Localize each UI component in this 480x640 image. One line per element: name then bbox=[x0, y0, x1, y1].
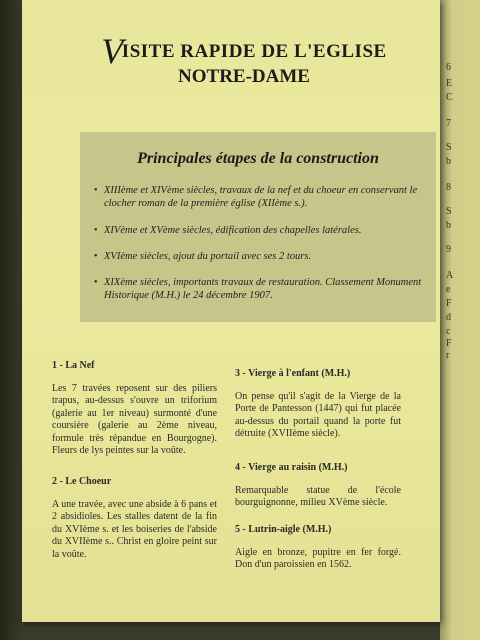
next-page-fragment: F bbox=[446, 298, 452, 309]
next-page-fragment: C bbox=[446, 92, 453, 103]
section-text: Les 7 travées reposent sur des piliers trapus, au-dessus s'ouvre un triforium (galerie au 1er niveau) surmonté d'une coursière (galerie au 2ème niveau, formule très répandue en Bourgogne). Fleurs de lys peintes sur la voûte. bbox=[52, 382, 217, 456]
next-page-fragment: E bbox=[446, 78, 453, 89]
section-nef bbox=[52, 360, 217, 458]
section-vierge-enfant bbox=[235, 368, 401, 441]
next-page-fragment: 9 bbox=[446, 244, 451, 255]
section-text: Remarquable statue de l'école bourguignonne, milieu XVème siècle. bbox=[235, 484, 401, 508]
background-shadow bbox=[0, 0, 24, 640]
next-page-fragment: 8 bbox=[446, 182, 451, 193]
bullet-item: • XIVème et XVème siècles, édification des chapelles latérales. bbox=[94, 225, 362, 236]
bullet-item: • XVIème siècles, ajout du portail avec ses 2 tours. bbox=[94, 251, 312, 262]
next-page-fragment: S bbox=[446, 206, 452, 217]
next-page-fragment: 6 bbox=[446, 62, 451, 73]
next-page-fragment: 7 bbox=[446, 118, 451, 129]
section-text: Aigle en bronze, pupitre en fer forgé. Don d'un paroissien en 1562. bbox=[235, 546, 401, 570]
section-choeur bbox=[52, 476, 217, 561]
next-page-fragment: d bbox=[446, 312, 451, 323]
next-page-fragment: c bbox=[446, 326, 451, 337]
brochure-page bbox=[22, 0, 440, 622]
next-page-fragment: b bbox=[446, 156, 451, 167]
construction-box-title: Principales étapes de la construction bbox=[137, 150, 379, 167]
next-page-fragment: S bbox=[446, 142, 452, 153]
construction-box bbox=[80, 132, 436, 322]
next-page-fragment: b bbox=[446, 220, 451, 231]
section-heading: 1 - La Nef bbox=[52, 360, 95, 371]
next-page-fragment: e bbox=[446, 284, 451, 295]
next-page-fragment: F bbox=[446, 338, 452, 349]
next-page-fragment: r bbox=[446, 350, 450, 361]
bullet-item: • XIXème siècles, importants travaux de restauration. Classement Monument Historique (M.H.) le 24 décembre 1907. bbox=[94, 277, 422, 301]
section-text: A une travée, avec une abside à 6 pans et 2 absidioles. Les stalles datent de la fin du XVIème s. et les boiseries de l'abside du XVIIème s.. Christ en gloire peint sur la voûte. bbox=[52, 498, 217, 560]
bullet-item: • XIIIème et XIVème siècles, travaux de la nef et du choeur en conservant le clocher roman de la première église (XIIème s.). bbox=[94, 185, 418, 209]
next-page-fragment: A bbox=[446, 270, 454, 281]
section-heading: 3 - Vierge à l'enfant (M.H.) bbox=[235, 368, 351, 379]
section-heading: 5 - Lutrin-aigle (M.H.) bbox=[235, 524, 332, 535]
page-title: VISITE RAPIDE DE L'EGLISE bbox=[101, 31, 387, 71]
section-lutrin bbox=[235, 524, 401, 572]
section-vierge-raisin bbox=[235, 462, 401, 510]
page-subtitle: NOTRE-DAME bbox=[178, 66, 310, 87]
section-text: On pense qu'il s'agit de la Vierge de la Porte de Pantesson (1447) qui fut placée au-dessus du portail quand la porte fut détruite (XVIIème siècle). bbox=[235, 390, 401, 439]
section-heading: 2 - Le Choeur bbox=[52, 476, 112, 487]
section-heading: 4 - Vierge au raisin (M.H.) bbox=[235, 462, 348, 473]
